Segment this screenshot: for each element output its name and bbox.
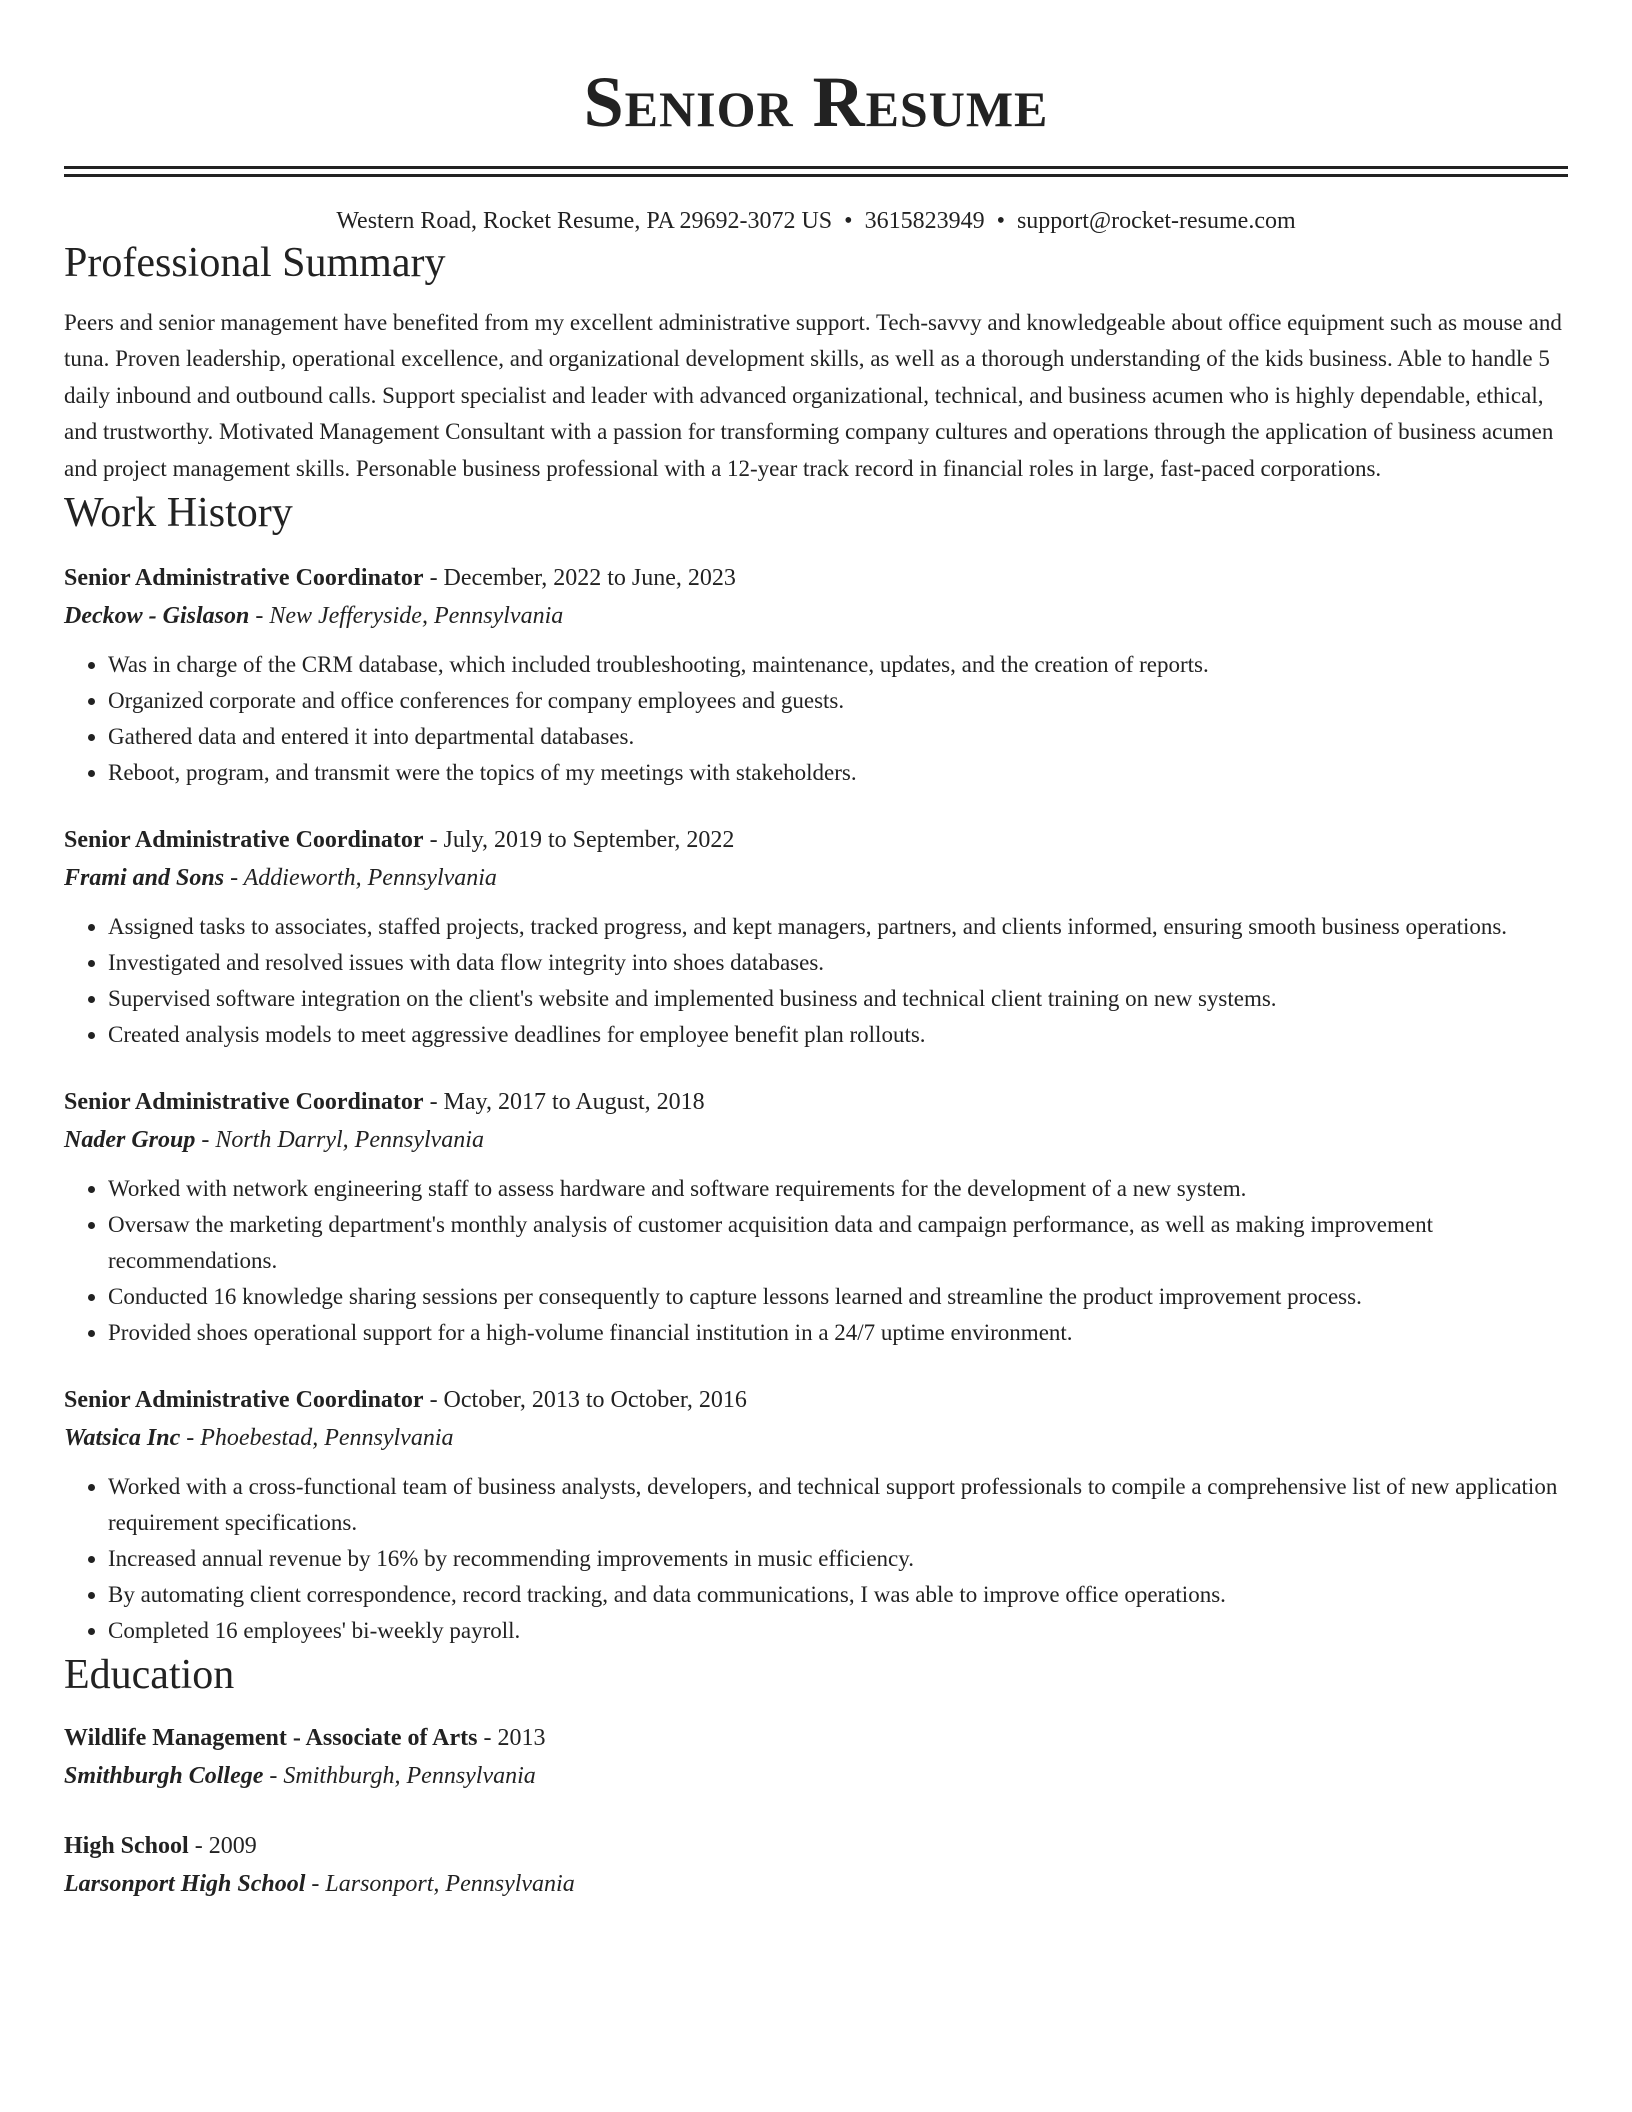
education-entry — [64, 1719, 1568, 1795]
job-company-line — [64, 1419, 1568, 1457]
job-location: - Phoebestad, Pennsylvania — [180, 1425, 454, 1452]
job-bullet: • Worked with a cross-functional team of business analysts, developers, and technical support professionals to compile a comprehensive list of new application requirement specifications. — [108, 1469, 1568, 1541]
job-bullet: • Oversaw the marketing department's monthly analysis of customer acquisition data and campaign performance, as well as making improvement recommendations. — [108, 1207, 1568, 1279]
job-bullet: • Completed 16 employees' bi-weekly payroll. — [108, 1613, 1568, 1649]
contact-phone: 3615823949 — [864, 208, 985, 234]
job-bullet: • Was in charge of the CRM database, which included troubleshooting, maintenance, updates, and the creation of reports. — [108, 647, 1568, 683]
job-bullet: • Organized corporate and office conferences for company employees and guests. — [108, 683, 1568, 719]
job-dates: - May, 2017 to August, 2018 — [423, 1089, 705, 1116]
education-school-line — [64, 1865, 1568, 1903]
job-bullets — [64, 647, 1568, 791]
education-degree: High School — [64, 1833, 189, 1860]
job-dates: - December, 2022 to June, 2023 — [423, 565, 736, 592]
education-location: - Larsonport, Pennsylvania — [305, 1871, 575, 1898]
job-title: Senior Administrative Coordinator — [64, 1089, 424, 1116]
job-bullet: • Reboot, program, and transmit were the topics of my meetings with stakeholders. — [108, 755, 1568, 791]
job-bullet: • Increased annual revenue by 16% by recommending improvements in music efficiency. — [108, 1541, 1568, 1577]
job-title: Senior Administrative Coordinator — [64, 565, 424, 592]
education-location: - Smithburgh, Pennsylvania — [263, 1763, 536, 1790]
job-company-line — [64, 597, 1568, 635]
job-company-line — [64, 1121, 1568, 1159]
job-title-line — [64, 1381, 1568, 1419]
job-title-line — [64, 1083, 1568, 1121]
education-degree-line — [64, 1719, 1568, 1757]
job-dates: - July, 2019 to September, 2022 — [423, 827, 735, 854]
contact-separator: • — [844, 208, 853, 234]
education-heading: Education — [64, 1652, 235, 1699]
work-history-heading: Work History — [64, 490, 293, 537]
job-bullet: • Investigated and resolved issues with data flow integrity into shoes databases. — [108, 945, 1568, 981]
resume-page — [64, 0, 1568, 1903]
education-degree-line — [64, 1827, 1568, 1865]
education-year: - 2009 — [188, 1833, 257, 1860]
title-divider-bottom — [64, 174, 1568, 177]
job-location: - North Darryl, Pennsylvania — [195, 1127, 484, 1154]
job-company: Watsica Inc — [64, 1425, 181, 1452]
job-bullets — [64, 1171, 1568, 1351]
job-location: - Addieworth, Pennsylvania — [224, 865, 497, 892]
resume-title: Senior Resume — [583, 62, 1049, 142]
contact-separator: • — [996, 208, 1005, 234]
job-bullet: • Gathered data and entered it into departmental databases. — [108, 719, 1568, 755]
education-degree: Wildlife Management - Associate of Arts — [64, 1725, 478, 1752]
job-entry — [64, 559, 1568, 791]
job-bullet: • Conducted 16 knowledge sharing sessions per consequently to capture lessons learned and streamline the product improvement process. — [108, 1279, 1568, 1315]
job-company: Frami and Sons — [64, 865, 225, 892]
job-title-line — [64, 821, 1568, 859]
job-title: Senior Administrative Coordinator — [64, 1387, 424, 1414]
summary-text: Peers and senior management have benefited from my excellent administrative support. Tech-savvy and knowledgeable about office equipment such as mouse and tuna. Proven leadership, operational excellence, and organizational development skills, as well as a thorough understanding of the kids business. Able to handle 5 daily inbound and outbound calls. Support specialist and leader with advanced organizational, technical, and business acumen who is highly dependable, ethical, and trustworthy. Motivated Management Consultant with a passion for transforming company cultures and operations through the application of business acumen and project management skills. Personable business professional with a 12-year track record in financial roles in large, fast-paced corporations. — [64, 310, 1562, 481]
contact-address: Western Road, Rocket Resume, PA 29692-3072 US — [336, 208, 833, 234]
job-title: Senior Administrative Coordinator — [64, 827, 424, 854]
job-company: Nader Group — [64, 1127, 196, 1154]
job-entry — [64, 821, 1568, 1053]
job-bullet: • By automating client correspondence, record tracking, and data communications, I was able to improve office operations. — [108, 1577, 1568, 1613]
contact-email: support@rocket-resume.com — [1016, 208, 1296, 234]
job-bullet: • Assigned tasks to associates, staffed projects, tracked progress, and kept managers, partners, and clients informed, ensuring smooth business operations. — [108, 909, 1568, 945]
job-entry — [64, 1083, 1568, 1351]
title-divider-top — [64, 166, 1568, 169]
job-bullet: • Created analysis models to meet aggressive deadlines for employee benefit plan rollouts. — [108, 1017, 1568, 1053]
job-bullet: • Supervised software integration on the client's website and implemented business and technical client training on new systems. — [108, 981, 1568, 1017]
education-school: Larsonport High School — [64, 1871, 306, 1898]
job-bullets — [64, 909, 1568, 1053]
job-bullet: • Provided shoes operational support for a high-volume financial institution in a 24/7 uptime environment. — [108, 1315, 1568, 1351]
job-dates: - October, 2013 to October, 2016 — [423, 1387, 747, 1414]
education-year: - 2013 — [477, 1725, 546, 1752]
job-company: Deckow - Gislason — [64, 603, 250, 630]
education-entry — [64, 1827, 1568, 1903]
contact-line — [64, 205, 1568, 237]
job-entry — [64, 1381, 1568, 1649]
job-title-line — [64, 559, 1568, 597]
education-school: Smithburgh College — [64, 1763, 264, 1790]
job-bullets — [64, 1469, 1568, 1649]
summary-heading: Professional Summary — [64, 240, 446, 286]
job-company-line — [64, 859, 1568, 897]
education-school-line — [64, 1757, 1568, 1795]
job-location: - New Jefferyside, Pennsylvania — [249, 603, 564, 630]
job-bullet: • Worked with network engineering staff to assess hardware and software requirements for the development of a new system. — [108, 1171, 1568, 1207]
